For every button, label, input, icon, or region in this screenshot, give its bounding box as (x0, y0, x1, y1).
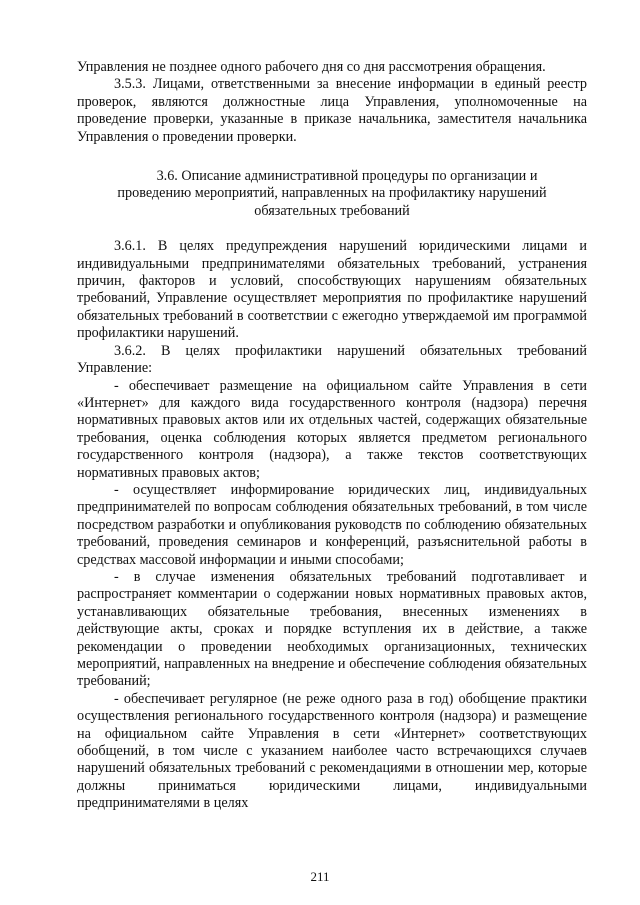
section-heading-rest: проведению мероприятий, направленных на профилактику нарушений обязательных требований (117, 185, 547, 219)
list-item-practice-generalization: - обеспечивает регулярное (не реже одного раза в год) обобщение практики осуществления регионального государственного контроля (надзора) и размещение на официальном сайте Управления в сети «Интернет» соответствующих обобщений, в том числе с указанием наиболее часто встречающихся случаев нарушений обязательных требований с рекомендациями в отношении мер, которые должны приниматься юридическими лицами, индивидуальными предпринимателями в целях (77, 690, 587, 812)
document-body (77, 59, 587, 813)
list-item-informing: - осуществляет информирование юридических лиц, индивидуальных предпринимателей по вопросам соблюдения обязательных требований, в том числе посредством разработки и опубликования руководств по соблюдению обязательных требований, проведения семинаров и конференций, разъяснительной работы в средствах массовой информации и иными способами; (77, 481, 587, 568)
section-heading-3-6 (77, 168, 587, 220)
paragraph-3-6-1: 3.6.1. В целях предупреждения нарушений юридическими лицами и индивидуальными предпринимателями обязательных требований, устранения причин, факторов и условий, способствующих нарушениям обязательных требований, Управление осуществляет мероприятия по профилактике нарушений обязательных требований в соответствии с ежегодно утверждаемой им программой профилактики нарушений. (77, 238, 587, 342)
list-item-website-publication: - обеспечивает размещение на официальном сайте Управления в сети «Интернет» для каждого вида государственного контроля (надзора) перечня нормативных правовых актов или их отдельных частей, содержащих обязательные требования, оценка соблюдения которых является предметом регионального государственного контроля (надзора), а также текстов соответствующих нормативных правовых актов; (77, 377, 587, 481)
section-heading-line1: 3.6. Описание административной процедуры по организации и (156, 168, 538, 185)
list-item-comments-on-changes: - в случае изменения обязательных требований подготавливает и распространяет комментарии о содержании новых нормативных правовых актов, устанавливающих обязательные требования, внесенных изменениях в действующие акты, сроках и порядке вступления их в действие, а также рекомендации о проведении необходимых организационных, технических мероприятий, направленных на внедрение и обеспечение соблюдения обязательных требований; (77, 568, 587, 690)
page-number: 211 (310, 869, 330, 884)
paragraph-3-5-3: 3.5.3. Лицами, ответственными за внесение информации в единый реестр проверок, являются должностные лица Управления, уполномоченные на проведение проверки, указанные в приказе начальника, заместителя начальника Управления о проведении проверки. (77, 76, 587, 145)
paragraph-3-6-2: 3.6.2. В целях профилактики нарушений обязательных требований Управление: (77, 342, 587, 377)
paragraph-continuation: Управления не позднее одного рабочего дня со дня рассмотрения обращения. (77, 59, 546, 75)
